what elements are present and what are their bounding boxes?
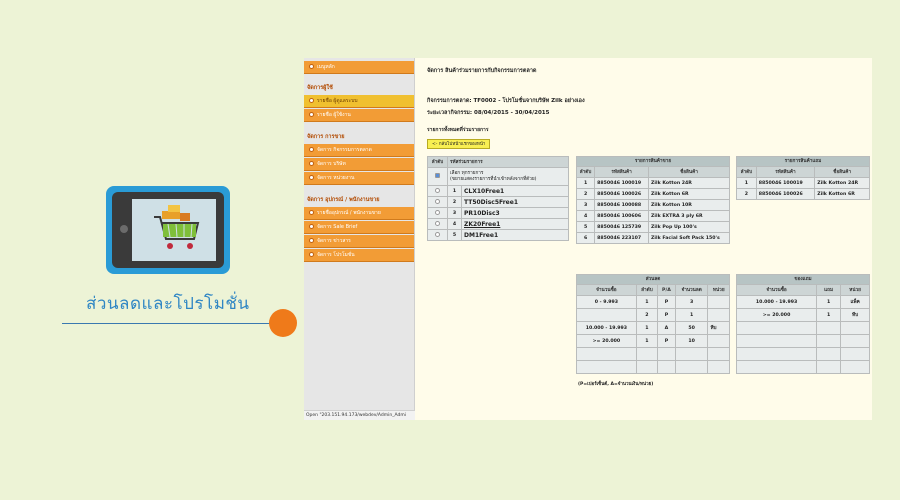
product-name: Zilk Kotton 10R xyxy=(648,200,729,211)
browser-status-bar: Open "203.151.94.173/webdev/Admin_Admi xyxy=(304,410,415,420)
table-row xyxy=(577,189,730,200)
sidebar-item-sale-brief[interactable] xyxy=(304,221,414,234)
row-number: 6 xyxy=(577,233,595,244)
bullet-icon xyxy=(309,147,314,152)
row-number: 1 xyxy=(636,296,657,309)
legend-note: (P=เปอร์เซ็นต์, A=จำนวนเงิน/หน่วย) xyxy=(578,382,654,387)
table-caption: ของแถม xyxy=(737,275,870,285)
row-radio[interactable] xyxy=(435,199,440,204)
column-header: ลำดับ xyxy=(577,167,595,178)
row-number: 5 xyxy=(577,222,595,233)
row-radio[interactable] xyxy=(435,232,440,237)
product-name: Zilk Kotton 6R xyxy=(648,189,729,200)
gift-qty: 1 xyxy=(817,296,841,309)
table-row xyxy=(577,211,730,222)
sidebar-group-title: จัดการ การขาย xyxy=(307,134,345,140)
table-row xyxy=(577,361,730,374)
column-header: ชื่อสินค้า xyxy=(815,167,870,178)
bullet-icon xyxy=(309,64,314,69)
discount-unit xyxy=(708,335,730,348)
table-row xyxy=(428,219,569,230)
column-header: ลำดับ xyxy=(636,285,657,296)
main-content xyxy=(422,58,870,420)
column-header: ลำดับ xyxy=(428,157,448,168)
table-row xyxy=(737,189,870,200)
sidebar-item-users[interactable] xyxy=(304,109,414,122)
table-row xyxy=(428,197,569,208)
sidebar-group-title: จัดการ อุปกรณ์ / พนักงานขาย xyxy=(307,197,380,203)
bullet-icon xyxy=(309,238,314,243)
sidebar-item-campaigns[interactable] xyxy=(304,144,414,157)
gift-table xyxy=(736,274,870,374)
table-caption: รายการสินค้าขาย xyxy=(577,157,730,167)
qty-range: >= 20.000 xyxy=(737,309,817,322)
campaign-label: กิจกรรมการตลาด: TF0002 - โปรโมชั่นจากบริษัท Zilk อย่างเอง xyxy=(427,98,585,104)
table-row xyxy=(737,178,870,189)
table-row xyxy=(577,233,730,244)
select-all-note: (ขยายแสดงรายการที่นำเข้าหลังจากที่ตัวย) xyxy=(450,176,537,182)
row-number: 5 xyxy=(448,230,462,241)
discount-amount: 50 xyxy=(675,322,708,335)
row-number: 4 xyxy=(577,211,595,222)
campaign-period: ระยะเวลากิจกรรม: 08/04/2015 - 30/04/2015 xyxy=(427,110,550,116)
product-name: Zilk Facial Soft Pack 150's xyxy=(648,233,729,244)
sidebar-item-label: จัดการ โปรโมชั่น xyxy=(317,252,355,258)
promo-code: TT50Disc5Free1 xyxy=(462,197,569,208)
free-items-table xyxy=(736,156,870,200)
sidebar-group-title: จัดการผู้ใช้ xyxy=(307,85,333,91)
product-code: 8850046 100019 xyxy=(595,178,649,189)
slide-caption: ส่วนลดและโปรโมชั่น xyxy=(86,294,250,314)
sidebar-item-news[interactable] xyxy=(304,235,414,248)
row-radio[interactable] xyxy=(435,188,440,193)
sidebar-item-departments[interactable] xyxy=(304,172,414,185)
product-name: Zilk EXTRA 3 ply 6R xyxy=(648,211,729,222)
row-number: 3 xyxy=(448,208,462,219)
gift-unit: แพ็ค xyxy=(841,296,870,309)
column-header: ลำดับ xyxy=(737,167,757,178)
product-name: Zilk Kotton 24R xyxy=(648,178,729,189)
row-number: 1 xyxy=(636,335,657,348)
product-code: 8850046 125739 xyxy=(595,222,649,233)
bullet-icon xyxy=(309,252,314,257)
tablet-frame xyxy=(112,192,224,268)
column-header: แถม xyxy=(817,285,841,296)
bullet-icon xyxy=(309,161,314,166)
select-all-label: เลือก ทุกรายการ xyxy=(450,170,484,176)
table-caption: รายการสินค้าแถม xyxy=(737,157,870,167)
discount-type: A xyxy=(658,322,676,335)
bullet-icon xyxy=(309,175,314,180)
table-row xyxy=(428,208,569,219)
caption-dot xyxy=(269,309,297,337)
qty-range xyxy=(577,309,637,322)
column-header: หน่วย xyxy=(708,285,730,296)
table-row xyxy=(577,222,730,233)
sale-items-table xyxy=(576,156,730,244)
product-name: Zilk Pop Up 100's xyxy=(648,222,729,233)
product-code: 8850046 100026 xyxy=(756,189,814,200)
row-number: 3 xyxy=(577,200,595,211)
bullet-icon xyxy=(309,210,314,215)
bullet-icon xyxy=(309,112,314,117)
list-title: รายการทั้งหมดที่ร่วมรายการ xyxy=(427,127,489,133)
tablet-illustration xyxy=(106,186,230,274)
table-row xyxy=(737,296,870,309)
tablet-screen xyxy=(132,199,216,261)
qty-range: 10.000 - 19.993 xyxy=(737,296,817,309)
sidebar-item-main-menu[interactable] xyxy=(304,61,414,74)
discount-amount: 1 xyxy=(675,309,708,322)
sidebar-item-admins[interactable] xyxy=(304,95,414,108)
table-row xyxy=(577,200,730,211)
product-name: Zilk Kotton 24R xyxy=(815,178,870,189)
column-header: รหัสร่วมรายการ xyxy=(448,157,569,168)
admin-window xyxy=(304,58,872,420)
row-number: 2 xyxy=(737,189,757,200)
select-all-checkbox[interactable] xyxy=(435,173,440,178)
column-header: รหัสสินค้า xyxy=(595,167,649,178)
discount-unit xyxy=(708,309,730,322)
back-button[interactable]: <- กลับไปหน้าแรกของหน้า xyxy=(427,139,490,149)
table-row xyxy=(428,186,569,197)
row-number: 4 xyxy=(448,219,462,230)
qty-range: >= 20.000 xyxy=(577,335,637,348)
product-code: 8850046 100026 xyxy=(595,189,649,200)
promo-code-link[interactable]: ZK20Free1 xyxy=(462,219,569,230)
row-number: 1 xyxy=(577,178,595,189)
table-row xyxy=(577,296,730,309)
discount-table xyxy=(576,274,730,374)
table-row xyxy=(577,335,730,348)
column-header: หน่วย xyxy=(841,285,870,296)
sidebar-item-label: จัดการ กิจกรรมการตลาด xyxy=(317,147,372,153)
row-number: 1 xyxy=(636,322,657,335)
gift-qty: 1 xyxy=(817,309,841,322)
sidebar-item-promotions[interactable] xyxy=(304,249,414,262)
column-header: จำนวนซื้อ xyxy=(737,285,817,296)
qty-range: 0 - 9.993 xyxy=(577,296,637,309)
discount-type: P xyxy=(658,309,676,322)
sidebar-item-label: เมนูหลัก xyxy=(317,64,335,70)
row-number: 2 xyxy=(448,197,462,208)
discount-amount: 10 xyxy=(675,335,708,348)
column-header: รหัสสินค้า xyxy=(756,167,814,178)
table-row xyxy=(428,230,569,241)
table-row xyxy=(737,335,870,348)
sidebar-item-label: รายชื่ออุปกรณ์ / พนักงานขาย xyxy=(317,210,381,216)
promo-code: DM1Free1 xyxy=(462,230,569,241)
promo-code: PR10Disc3 xyxy=(462,208,569,219)
qty-range: 10.000 - 19.993 xyxy=(577,322,637,335)
tablet-home-button xyxy=(120,225,128,233)
row-radio[interactable] xyxy=(435,221,440,226)
product-code: 8850046 100019 xyxy=(756,178,814,189)
sidebar-item-label: จัดการ บริษัท xyxy=(317,161,346,167)
table-row xyxy=(737,348,870,361)
sidebar-item-devices[interactable] xyxy=(304,207,414,220)
discount-amount: 3 xyxy=(675,296,708,309)
row-radio[interactable] xyxy=(435,210,440,215)
table-row xyxy=(737,361,870,374)
sidebar xyxy=(304,58,415,420)
table-row xyxy=(577,348,730,361)
row-number: 1 xyxy=(448,186,462,197)
row-number: 2 xyxy=(636,309,657,322)
column-header: P/A xyxy=(658,285,676,296)
sidebar-item-label: จัดการ ข่าวสาร xyxy=(317,238,351,244)
caption-underline xyxy=(62,323,274,324)
discount-type: P xyxy=(658,296,676,309)
sidebar-item-label: จัดการ หน่วยงาน xyxy=(317,175,355,181)
shopping-cart-icon xyxy=(132,199,216,261)
page-title: จัดการ สินค้าร่วมรายการกับกิจกรรมการตลาด xyxy=(427,68,537,74)
row-number: 1 xyxy=(737,178,757,189)
column-header: จำนวนซื้อ xyxy=(577,285,637,296)
discount-unit: หีบ xyxy=(708,322,730,335)
table-row xyxy=(737,322,870,335)
sidebar-item-label: จัดการ Sale Brief xyxy=(317,224,358,230)
bullet-icon xyxy=(309,224,314,229)
table-row xyxy=(577,322,730,335)
discount-unit xyxy=(708,296,730,309)
table-row xyxy=(577,178,730,189)
column-header: จำนวนลด xyxy=(675,285,708,296)
column-header: ชื่อสินค้า xyxy=(648,167,729,178)
product-code: 8850046 100606 xyxy=(595,211,649,222)
promo-code: CLX10Free1 xyxy=(462,186,569,197)
promo-code-table xyxy=(427,156,569,241)
product-name: Zilk Kotton 6R xyxy=(815,189,870,200)
product-code: 8850046 223107 xyxy=(595,233,649,244)
sidebar-item-companies[interactable] xyxy=(304,158,414,171)
table-row xyxy=(577,309,730,322)
bullet-icon xyxy=(309,98,314,103)
row-number: 2 xyxy=(577,189,595,200)
table-row xyxy=(737,309,870,322)
discount-type: P xyxy=(658,335,676,348)
sidebar-item-label: รายชื่อ ผู้ใช้งาน xyxy=(317,112,351,118)
product-code: 8850046 100088 xyxy=(595,200,649,211)
sidebar-item-label: รายชื่อ ผู้ดูแลระบบ xyxy=(317,98,358,104)
table-caption: ส่วนลด xyxy=(577,275,730,285)
gift-unit: หีบ xyxy=(841,309,870,322)
